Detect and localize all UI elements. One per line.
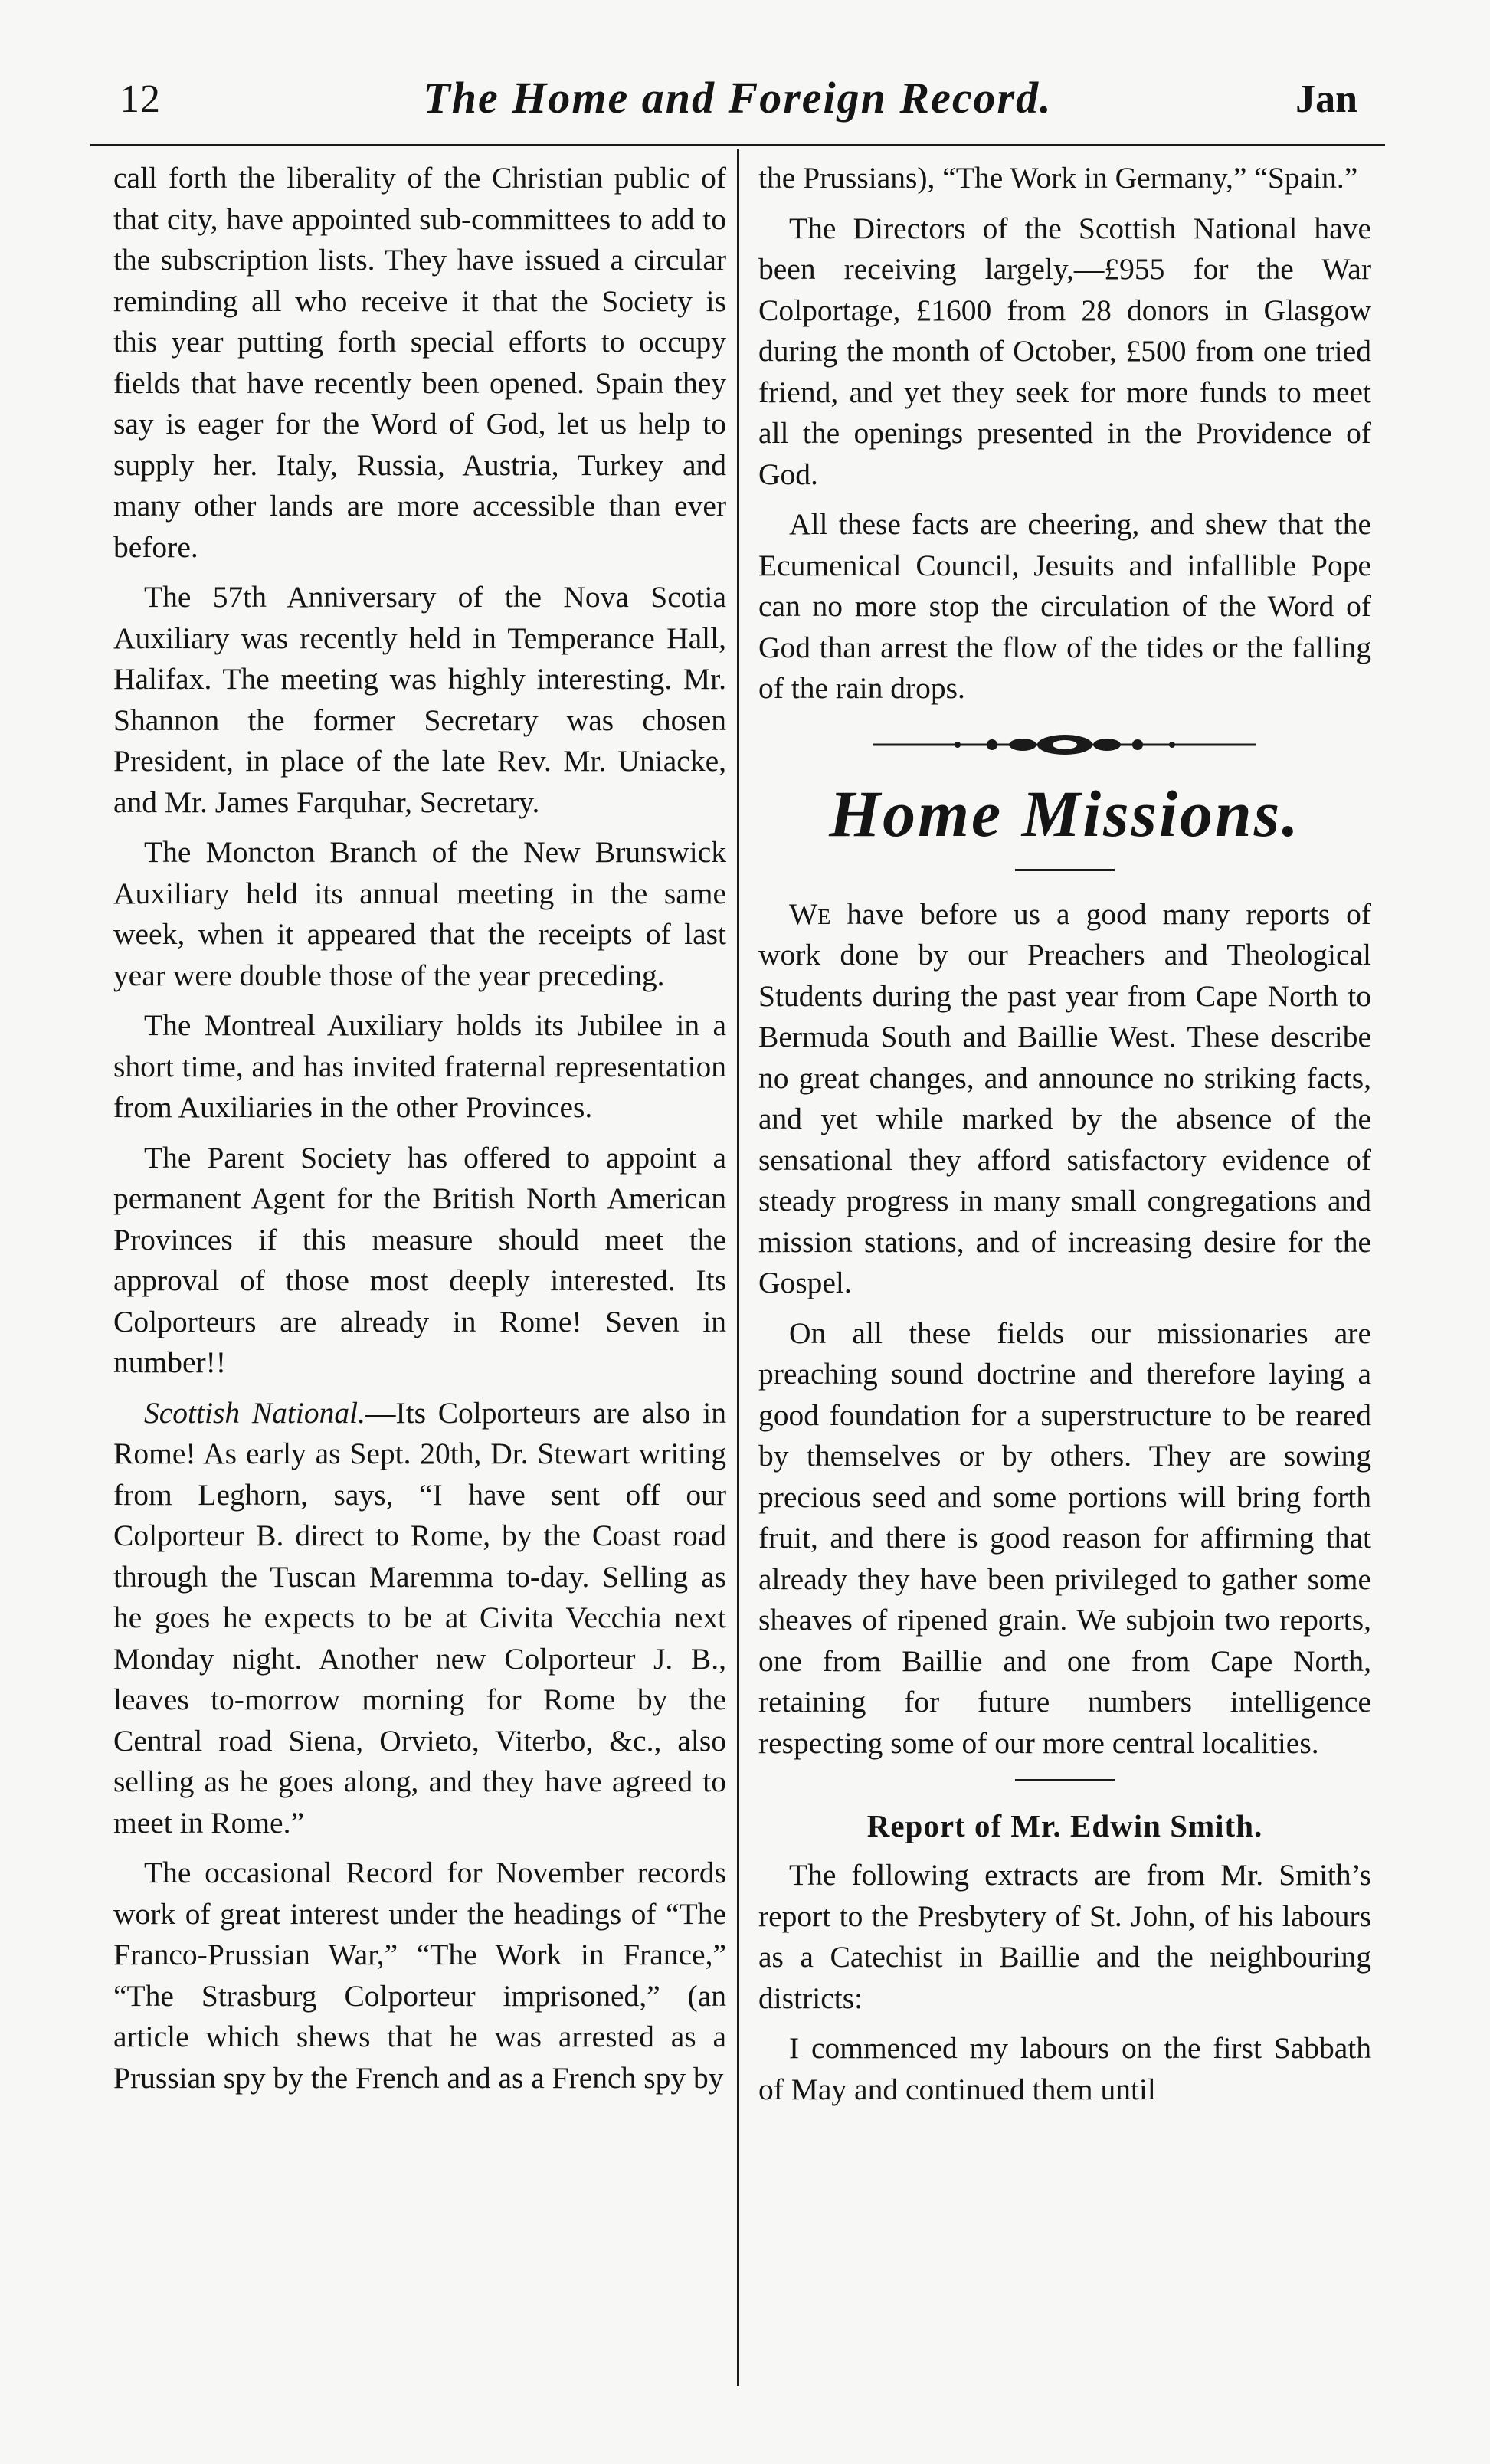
section-title: Home Missions.: [829, 776, 1301, 850]
paragraph: The 57th Anniversary of the Nova Scotia Auxiliary was recently held in Temperance Hall, Halifax. The meeting was highly interesting. Mr. Shannon the former Secretary was chosen President, in place of the late Rev. Mr. Uniacke, and Mr. James Farquhar, Secretary.: [113, 580, 726, 819]
paragraph: the Prussians), “The Work in Germany,” “Spain.”: [758, 161, 1358, 195]
header-month: Jan: [1295, 77, 1357, 121]
right-column: [758, 158, 1371, 2380]
paragraph: The occasional Record for November records work of great interest under the headings of “The Franco-Prussian War,” “The Work in France,” “The Strasburg Colporteur imprisoned,” (an article which shews that he was arrested as a Prussian spy by the French and as a French spy by: [113, 1856, 726, 2095]
scottish-national-text: —Its Colporteurs are also in Rome! As early as Sept. 20th, Dr. Stewart writing from Leghorn, says, “I have sent off our Colporteur B. direct to Rome, by the Coast road through the Tuscan Maremma to-day. Selling as he goes he expects to be at Civita Vecchia next Monday night. Another new Colporteur J. B., leaves to-morrow morning for Rome by the Central road Siena, Orvieto, Viterbo, &c., also selling as he goes along, and they have agreed to meet in Rome.”: [113, 1395, 726, 1840]
missions-intro-paragraph: [758, 894, 1371, 1304]
page-header: [90, 67, 1385, 136]
missions-lead-in: We: [789, 896, 831, 931]
journal-title: The Home and Foreign Record.: [423, 73, 1053, 123]
paragraph: The following extracts are from Mr. Smith’s report to the Presbytery of St. John, of his labours as a Catechist in Baillie and the neighbouring districts:: [758, 1858, 1371, 2015]
report-title: Report of Mr. Edwin Smith.: [866, 1808, 1263, 1843]
missions-intro-text: have before us a good many reports of work done by our Preachers and Theological Students during the past year from Cape North to Bermuda South and Baillie West. These describe no great changes, and announce no striking facts, and yet while marked by the absence of the sensational they afford satisfactory evidence of steady progress in many small congregations and mission stations, and of increasing desire for the Gospel.: [758, 896, 1371, 1299]
column-divider: [737, 149, 739, 2386]
left-column: [113, 158, 726, 2380]
paragraph: The Moncton Branch of the New Brunswick Auxiliary held its annual meeting in the same week, when it appeared that the receipts of last year were double those of the year preceding.: [113, 835, 726, 992]
scottish-national-paragraph: [113, 1393, 726, 1844]
page-number: 12: [120, 77, 161, 121]
paragraph: On all these fields our missionaries are preaching sound doctrine and therefore laying a good foundation for a superstructure to be reared by themselves or by others. They are sowing precious seed and some portions will bring forth fruit, and there is good reason for affirming that already they have been privileged to gather some sheaves of ripened grain. We subjoin two reports, one from Baillie and one from Cape North, retaining for future numbers intelligence respecting some of our more central localities.: [758, 1316, 1371, 1760]
paragraph: The Parent Society has offered to appoint a permanent Agent for the British North American Provinces if this measure should meet the approval of those most deeply interested. Its Colporteurs are already in Rome! Seven in number!!: [113, 1140, 726, 1379]
header-rule: [90, 144, 1385, 146]
scottish-national-lead: Scottish National.: [144, 1395, 365, 1430]
ornament-divider-icon: [866, 729, 1264, 760]
paragraph: All these facts are cheering, and shew that the Ecumenical Council, Jesuits and infallible Pope can no more stop the circulation of the Word of God than arrest the flow of the tides or the falling of the rain drops.: [758, 507, 1371, 705]
paragraph: The Directors of the Scottish National have been receiving largely,—£955 for the War Colportage, £1600 from 28 donors in Glasgow during the month of October, £500 from one tried friend, and yet they seek for more funds to meet all the openings presented in the Providence of God.: [758, 211, 1371, 491]
paragraph: The Montreal Auxiliary holds its Jubilee in a short time, and has invited fraternal representation from Auxiliaries in the other Provinces.: [113, 1008, 726, 1124]
short-rule: [1015, 1779, 1115, 1781]
paragraph: I commenced my labours on the first Sabbath of May and continued them until: [758, 2031, 1371, 2106]
short-rule: [1015, 869, 1115, 871]
paragraph: call forth the liberality of the Christian public of that city, have appointed sub-committees to add to the subscription lists. They have issued a circular reminding all who receive it that the Society is this year putting forth special efforts to occupy fields that have recently been opened. Spain they say is eager for the Word of God, let us help to supply her. Italy, Russia, Austria, Turkey and many other lands are more accessible than ever before.: [113, 161, 726, 564]
